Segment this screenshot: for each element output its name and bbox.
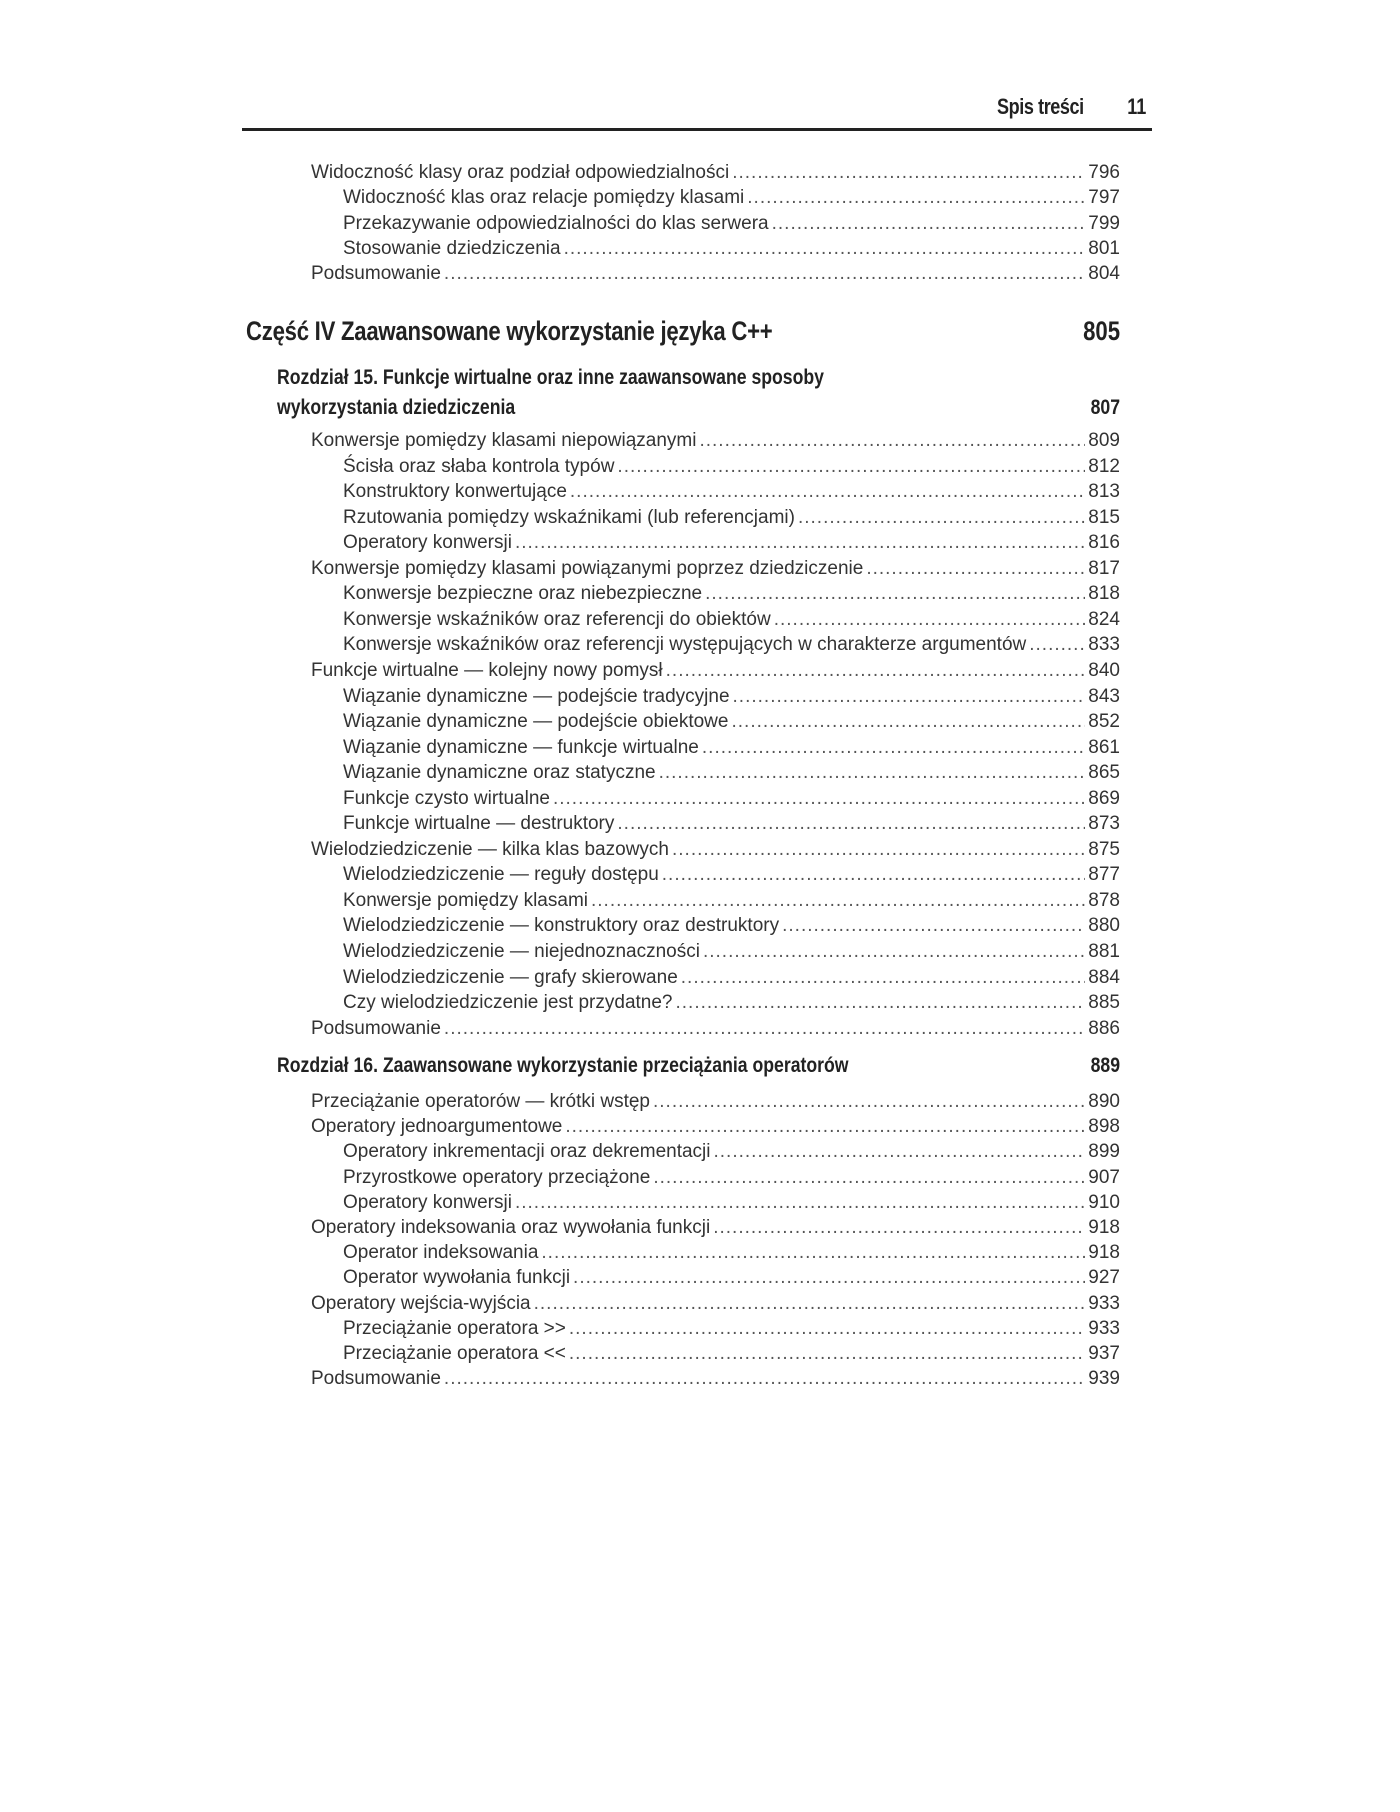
- dot-leader: [747, 185, 1085, 210]
- toc-entry[interactable]: [343, 211, 1120, 236]
- toc-entry[interactable]: [343, 1165, 1120, 1190]
- dot-leader: [591, 888, 1085, 913]
- dot-leader: [569, 1341, 1085, 1366]
- toc-entry-page: 833: [1088, 634, 1120, 656]
- toc-entry[interactable]: [343, 1240, 1120, 1265]
- toc-entry-page: 873: [1088, 813, 1120, 835]
- toc-entry-label: Przeciążanie operatora <<: [343, 1343, 566, 1364]
- toc-entry-label: Widoczność klas oraz relacje pomiędzy klasami: [343, 187, 745, 209]
- dot-leader: [676, 990, 1086, 1015]
- dot-leader: [782, 913, 1085, 938]
- toc-entry[interactable]: [343, 1341, 1120, 1366]
- running-header: [242, 94, 1152, 131]
- toc-entry[interactable]: [311, 1016, 1120, 1041]
- toc-entry-page: 910: [1088, 1191, 1120, 1213]
- toc-entry-page: 898: [1088, 1116, 1120, 1138]
- toc-entry[interactable]: [343, 709, 1120, 734]
- dot-leader: [444, 1016, 1085, 1041]
- toc-entry[interactable]: [343, 236, 1120, 261]
- toc-entry-page: 840: [1088, 659, 1120, 681]
- toc-entry-page: 818: [1088, 583, 1120, 605]
- toc-entry[interactable]: [343, 684, 1120, 709]
- toc-entry-label: Operatory jednoargumentowe: [311, 1116, 563, 1138]
- dot-leader: [681, 965, 1086, 990]
- toc-entry-label: Wielodziedziczenie — niejednoznaczności: [343, 941, 700, 962]
- toc-entry-page: 899: [1088, 1141, 1120, 1163]
- dot-leader: [772, 211, 1086, 236]
- toc-entry-label: Przeciążanie operatora >>: [343, 1317, 566, 1339]
- toc-entry-label: Wielodziedziczenie — kilka klas bazowych: [311, 838, 669, 860]
- toc-entry-page: 877: [1088, 864, 1120, 886]
- toc-entry-label: Konwersje pomiędzy klasami powiązanymi poprzez dziedziczenie: [311, 557, 864, 579]
- toc-entry[interactable]: [343, 965, 1120, 990]
- toc-entry-page: 804: [1088, 263, 1120, 285]
- toc-entry-page: 869: [1088, 787, 1120, 809]
- toc-entry-label: Konwersje pomiędzy klasami: [343, 889, 588, 911]
- chapter-title-line: Rozdział 16. Zaawansowane wykorzystanie przeciążania operatorów: [277, 1054, 849, 1077]
- toc-entry[interactable]: [343, 185, 1120, 210]
- toc-entry-label: Wiązanie dynamiczne — podejście tradycyjne: [343, 685, 730, 707]
- toc-entry-label: Widoczność klasy oraz podział odpowiedzialności: [311, 162, 730, 183]
- dot-leader: [714, 1139, 1086, 1164]
- chapter-title-line: Rozdział 15. Funkcje wirtualne oraz inne zaawansowane sposoby: [277, 366, 824, 389]
- toc-entry-label: Przekazywanie odpowiedzialności do klas serwera: [343, 212, 769, 234]
- toc-entry-label: Czy wielodziedziczenie jest przydatne?: [343, 992, 673, 1014]
- toc-entry[interactable]: [343, 888, 1120, 913]
- toc-entry-page: 918: [1088, 1242, 1120, 1264]
- toc-entry-label: Podsumowanie: [311, 1368, 441, 1390]
- chapter-page: 807: [1090, 396, 1120, 419]
- dot-leader: [564, 236, 1086, 261]
- toc-entry[interactable]: [343, 735, 1120, 760]
- toc-entry-label: Przyrostkowe operatory przeciążone: [343, 1166, 651, 1188]
- toc-entry-page: 918: [1088, 1217, 1120, 1238]
- toc-entry-label: Funkcje wirtualne — kolejny nowy pomysł: [311, 659, 663, 681]
- dot-leader: [570, 479, 1085, 504]
- toc-entry[interactable]: [343, 505, 1120, 530]
- toc-entry[interactable]: [343, 1316, 1120, 1341]
- page-number: 11: [1126, 94, 1146, 119]
- toc-entry[interactable]: [343, 913, 1120, 938]
- toc-entry[interactable]: [311, 428, 1120, 453]
- toc-entry-page: 813: [1088, 481, 1120, 503]
- dot-leader: [444, 1366, 1085, 1391]
- toc-entry-page: 933: [1088, 1317, 1120, 1339]
- toc-entry-label: Operatory wejścia-wyjścia: [311, 1292, 531, 1314]
- toc-entry-label: Funkcje wirtualne — destruktory: [343, 813, 615, 835]
- toc-entry-page: 861: [1088, 736, 1120, 758]
- toc-entry[interactable]: [343, 1265, 1120, 1290]
- dot-leader: [699, 428, 1085, 453]
- toc-entry-label: Wiązanie dynamiczne — podejście obiektowe: [343, 711, 729, 733]
- toc-entry[interactable]: [343, 1139, 1120, 1164]
- toc-entry-page: 815: [1088, 506, 1120, 528]
- toc-entry[interactable]: [343, 862, 1120, 887]
- dot-leader: [573, 1265, 1085, 1290]
- dot-leader: [662, 862, 1086, 887]
- toc-entry[interactable]: [311, 1114, 1120, 1139]
- toc-entry[interactable]: [343, 454, 1120, 479]
- toc-entry-page: 875: [1088, 838, 1120, 860]
- toc-entry-label: Rzutowania pomiędzy wskaźnikami (lub referencjami): [343, 506, 795, 528]
- dot-leader: [672, 837, 1085, 862]
- toc-entry-label: Stosowanie dziedziczenia: [343, 237, 561, 259]
- part-title: Część IV Zaawansowane wykorzystanie języka C++: [246, 316, 773, 346]
- toc-entry-label: Operatory konwersji: [343, 532, 512, 554]
- dot-leader: [569, 1316, 1085, 1341]
- chapter-heading-15[interactable]: [277, 363, 1120, 423]
- toc-entry-label: Konwersje pomiędzy klasami niepowiązanymi: [311, 430, 697, 451]
- toc-entry[interactable]: [343, 811, 1120, 836]
- dot-leader: [666, 658, 1086, 683]
- chapter-page: 889: [1090, 1054, 1120, 1077]
- dot-leader: [653, 1165, 1085, 1190]
- toc-entry[interactable]: [343, 1190, 1120, 1215]
- toc-entry[interactable]: [311, 837, 1120, 862]
- dot-leader: [617, 811, 1085, 836]
- toc-entry[interactable]: [311, 1089, 1120, 1114]
- toc-entry-label: Podsumowanie: [311, 263, 441, 285]
- toc-entry-page: 881: [1088, 941, 1120, 962]
- toc-entry-label: Wielodziedziczenie — reguły dostępu: [343, 864, 659, 886]
- dot-leader: [565, 1114, 1085, 1139]
- toc-entry[interactable]: [343, 530, 1120, 555]
- dot-leader: [541, 1240, 1085, 1265]
- toc-entry-page: 878: [1088, 889, 1120, 911]
- toc-entry-page: 852: [1088, 711, 1120, 733]
- toc-entry-page: 933: [1088, 1292, 1120, 1314]
- toc-entry-label: Wiązanie dynamiczne — funkcje wirtualne: [343, 736, 699, 758]
- dot-leader: [653, 1089, 1085, 1114]
- dot-leader: [659, 760, 1086, 785]
- running-header-title: Spis treści: [997, 94, 1084, 119]
- dot-leader: [732, 160, 1085, 185]
- dot-leader: [1029, 632, 1085, 657]
- dot-leader: [774, 607, 1086, 632]
- toc-entry-page: 880: [1088, 915, 1120, 937]
- dot-leader: [798, 505, 1085, 530]
- dot-leader: [713, 1215, 1085, 1240]
- toc-entry-label: Operatory inkrementacji oraz dekrementacji: [343, 1141, 711, 1163]
- toc-entry-page: 812: [1088, 455, 1120, 477]
- dot-leader: [617, 454, 1085, 479]
- toc-entry[interactable]: [343, 581, 1120, 606]
- toc-entry-label: Konwersje bezpieczne oraz niebezpieczne: [343, 583, 703, 605]
- toc-entry-page: 884: [1088, 966, 1120, 988]
- toc-entry-page: 885: [1088, 992, 1120, 1014]
- toc-entry-label: Funkcje czysto wirtualne: [343, 787, 550, 809]
- dot-leader: [705, 581, 1085, 606]
- toc-entry-page: 797: [1088, 187, 1120, 209]
- dot-leader: [866, 556, 1085, 581]
- toc-entry-page: 939: [1088, 1368, 1120, 1390]
- toc-entry-page: 801: [1088, 237, 1120, 259]
- toc-entry[interactable]: [343, 786, 1120, 811]
- toc-entry[interactable]: [311, 1366, 1120, 1391]
- toc-entry-page: 817: [1088, 557, 1120, 579]
- dot-leader: [731, 709, 1085, 734]
- dot-leader: [444, 261, 1085, 286]
- toc-entry-page: 937: [1088, 1343, 1120, 1364]
- dot-leader: [553, 786, 1085, 811]
- toc-entry-label: Konwersje wskaźników oraz referencji do obiektów: [343, 608, 771, 630]
- toc-entry-label: Wielodziedziczenie — konstruktory oraz destruktory: [343, 915, 780, 937]
- toc-entry[interactable]: [311, 658, 1120, 683]
- toc-entry-page: 816: [1088, 532, 1120, 554]
- toc-entry-label: Przeciążanie operatorów — krótki wstęp: [311, 1091, 650, 1112]
- toc-entry[interactable]: [343, 760, 1120, 785]
- toc-entry[interactable]: [343, 632, 1120, 657]
- toc-entry[interactable]: [311, 556, 1120, 581]
- toc-entry-label: Podsumowanie: [311, 1017, 441, 1039]
- dot-leader: [733, 684, 1086, 709]
- toc-entry[interactable]: [343, 607, 1120, 632]
- toc-entry-page: 886: [1088, 1017, 1120, 1039]
- toc-entry-page: 907: [1088, 1166, 1120, 1188]
- toc-entry[interactable]: [311, 261, 1120, 286]
- toc-entry-page: 890: [1088, 1091, 1120, 1112]
- toc-entry[interactable]: [343, 479, 1120, 504]
- toc-entry-page: 799: [1088, 212, 1120, 234]
- dot-leader: [515, 1190, 1085, 1215]
- chapter-title-line: wykorzystania dziedziczenia: [277, 396, 516, 419]
- part-heading[interactable]: [246, 316, 1120, 350]
- toc-entry-label: Ścisła oraz słaba kontrola typów: [343, 455, 615, 477]
- dot-leader: [703, 939, 1085, 964]
- toc-entry-label: Operatory konwersji: [343, 1191, 512, 1213]
- toc-entry-page: 843: [1088, 685, 1120, 707]
- toc-entry[interactable]: [311, 160, 1120, 185]
- toc-entry-label: Operator wywołania funkcji: [343, 1267, 571, 1289]
- dot-leader: [702, 735, 1085, 760]
- toc-entry[interactable]: [343, 939, 1120, 964]
- toc-entry-page: 927: [1088, 1267, 1120, 1289]
- toc-entry-page: 865: [1088, 762, 1120, 784]
- toc-entry-label: Operator indeksowania: [343, 1242, 539, 1264]
- toc-entry-label: Wielodziedziczenie — grafy skierowane: [343, 966, 678, 988]
- part-page: 805: [1083, 316, 1120, 346]
- toc-entry[interactable]: [343, 990, 1120, 1015]
- toc-entry-page: 824: [1088, 608, 1120, 630]
- toc-entry-label: Konwersje wskaźników oraz referencji występujących w charakterze argumentów: [343, 634, 1027, 656]
- toc-entry[interactable]: [311, 1291, 1120, 1316]
- dot-leader: [515, 530, 1085, 555]
- toc-entry-label: Operatory indeksowania oraz wywołania funkcji: [311, 1217, 711, 1238]
- toc-entry-page: 809: [1088, 430, 1120, 451]
- dot-leader: [534, 1291, 1086, 1316]
- toc-entry[interactable]: [311, 1215, 1120, 1240]
- chapter-heading-16[interactable]: [277, 1051, 1120, 1081]
- toc-entry-label: Wiązanie dynamiczne oraz statyczne: [343, 762, 656, 784]
- toc-entry-label: Konstruktory konwertujące: [343, 481, 567, 503]
- toc-entry-page: 796: [1088, 162, 1120, 183]
